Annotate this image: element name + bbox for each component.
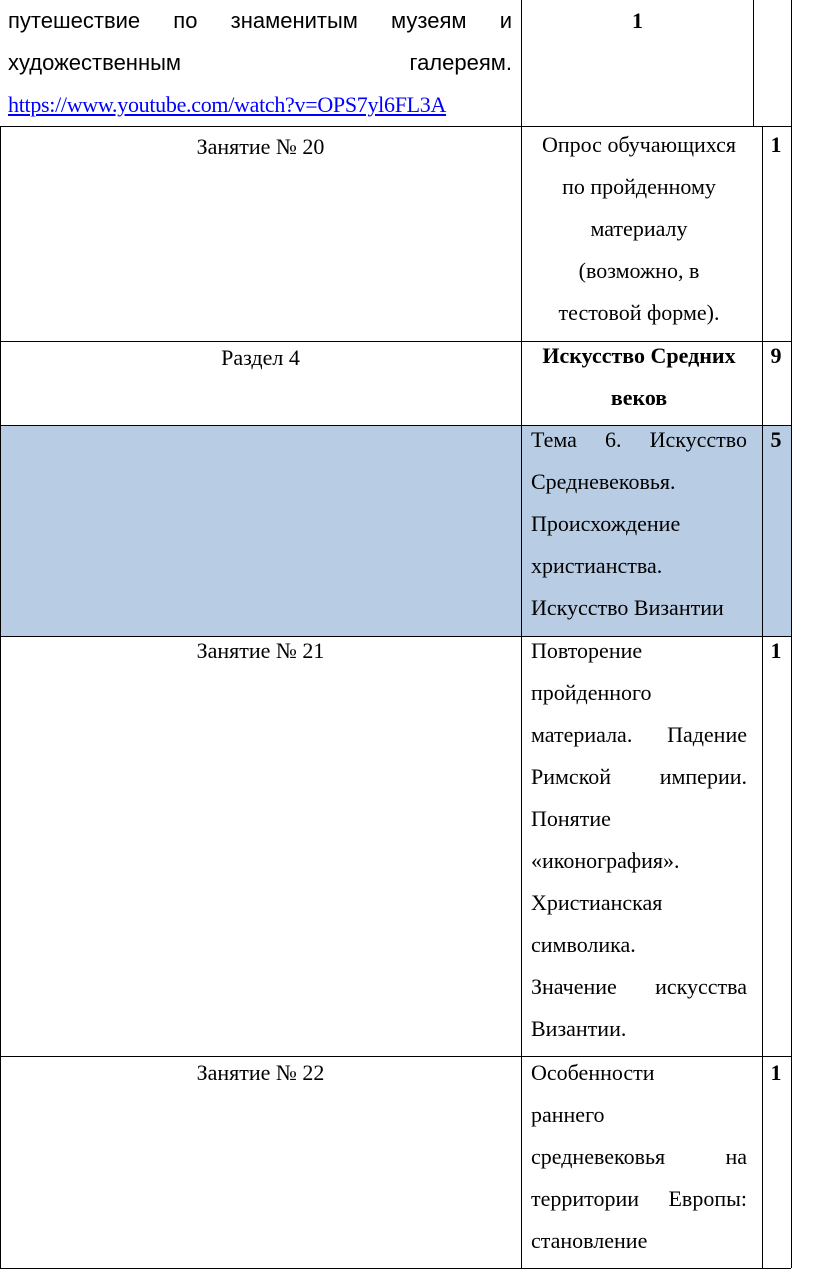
topic-line: веков bbox=[610, 385, 668, 410]
row-lesson-22-label: Занятие № 22 bbox=[196, 1060, 325, 1085]
topic-line: становление bbox=[531, 1228, 648, 1253]
topic-line: территории Европы: bbox=[531, 1186, 747, 1211]
topic-line: Опрос обучающихся bbox=[541, 132, 737, 157]
row-section-4-hours: 9 bbox=[770, 343, 782, 368]
row-lesson-22-hours: 1 bbox=[770, 1060, 782, 1085]
row-theme-6-topic bbox=[531, 419, 747, 629]
topic-line: материала. Падение bbox=[531, 722, 747, 747]
topic-line: (возможно, в bbox=[578, 258, 700, 283]
topic-line: по пройденному bbox=[562, 174, 716, 199]
row-lesson-22-topic bbox=[531, 1052, 747, 1262]
topic-line: Значение искусства bbox=[531, 974, 747, 999]
row-lesson-21-label: Занятие № 21 bbox=[196, 638, 325, 663]
topic-line: Особенности bbox=[531, 1060, 655, 1085]
topic-line: Римской империи. bbox=[531, 764, 747, 789]
row-lesson-21-topic bbox=[531, 630, 747, 1050]
topic-line: Византии. bbox=[531, 1016, 627, 1041]
topic-line: Повторение bbox=[531, 638, 643, 663]
row-lesson-20-label: Занятие № 20 bbox=[196, 134, 325, 159]
topic-line: средневековья на bbox=[531, 1144, 747, 1169]
topic-line: Происхождение bbox=[531, 511, 681, 536]
row-section-4-topic bbox=[531, 335, 747, 419]
row-section-4-label: Раздел 4 bbox=[221, 345, 300, 370]
topic-line: «иконография». bbox=[531, 848, 680, 873]
row-lesson-21-hours: 1 bbox=[770, 638, 782, 663]
row-lesson-20-hours: 1 bbox=[770, 132, 782, 157]
topic-line: тестовой форме). bbox=[558, 300, 720, 325]
topic-line: Тема 6. Искусство bbox=[531, 427, 747, 452]
topic-line: раннего bbox=[531, 1102, 605, 1127]
row-lesson-20-topic bbox=[531, 124, 747, 334]
topic-line: христианства. bbox=[531, 553, 663, 578]
topic-line: Искусство Средних bbox=[542, 343, 736, 368]
topic-line: Искусство Византии bbox=[531, 595, 724, 620]
topic-line: материалу bbox=[590, 216, 688, 241]
continuation-row-text bbox=[8, 0, 512, 126]
topic-line: Понятие bbox=[531, 806, 611, 831]
topic-line: Средневековья. bbox=[531, 469, 676, 494]
topic-line: символика. bbox=[531, 932, 636, 957]
topic-line: пройденного bbox=[531, 680, 652, 705]
row-theme-6-hours: 5 bbox=[770, 427, 782, 452]
continuation-line-2: художественным галереям. bbox=[8, 50, 512, 75]
continuation-row-hours: 1 bbox=[632, 8, 643, 33]
topic-line: Христианская bbox=[531, 890, 663, 915]
youtube-link[interactable]: https://www.youtube.com/watch?v=OPS7yl6FL3A bbox=[8, 92, 447, 117]
continuation-line-1: путешествие по знаменитым музеям и bbox=[8, 8, 512, 33]
